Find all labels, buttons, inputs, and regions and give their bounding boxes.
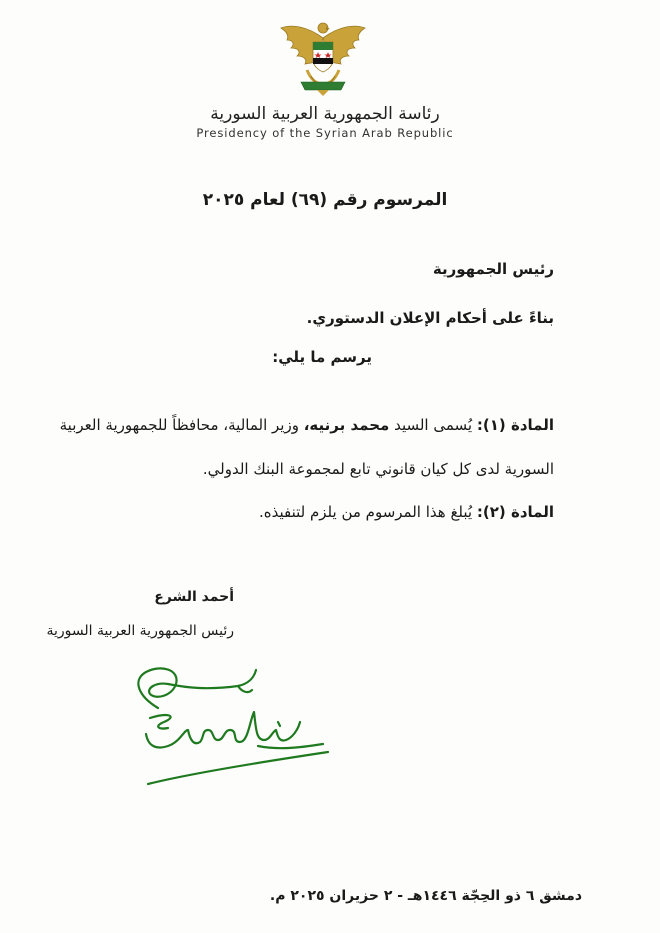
- org-name-arabic: رئاسة الجمهورية العربية السورية: [210, 104, 440, 124]
- article-1-line-2: السورية لدى كل كيان قانوني تابع لمجموعة البنك الدولي.: [202, 460, 554, 478]
- article-1-label: المادة (١):: [476, 416, 554, 434]
- handwritten-signature: [128, 660, 333, 792]
- signatory-role: رئيس الجمهورية العربية السورية: [46, 623, 234, 639]
- date-line: دمشق ٦ ذو الحِجّة ١٤٤٦هـ - ٢ حزيران ٢٠٢٥ م.: [269, 888, 582, 904]
- appointee-name: محمد برنيه،: [303, 416, 390, 434]
- decrees-line: يرسم ما يلي:: [272, 348, 372, 366]
- eagle-emblem-icon: [277, 18, 369, 96]
- signatory-name: أحمد الشرع: [154, 589, 234, 605]
- article-2-label: المادة (٢):: [476, 503, 554, 521]
- article-1-text-a: يُسمى السيد: [394, 416, 473, 434]
- org-name-english: Presidency of the Syrian Arab Republic: [196, 126, 454, 140]
- article-1-text-b: وزير المالية، محافظاً للجمهورية العربية: [59, 416, 299, 434]
- president-line: رئيس الجمهورية: [432, 260, 554, 278]
- article-1-line-1: [60, 416, 554, 434]
- constitutional-basis-line: بناءً على أحكام الإعلان الدستوري.: [306, 309, 554, 327]
- decree-title: المرسوم رقم (٦٩) لعام ٢٠٢٥: [202, 190, 448, 210]
- article-2-line: [259, 503, 554, 521]
- article-2-text: يُبلغ هذا المرسوم من يلزم لتنفيذه.: [258, 503, 473, 521]
